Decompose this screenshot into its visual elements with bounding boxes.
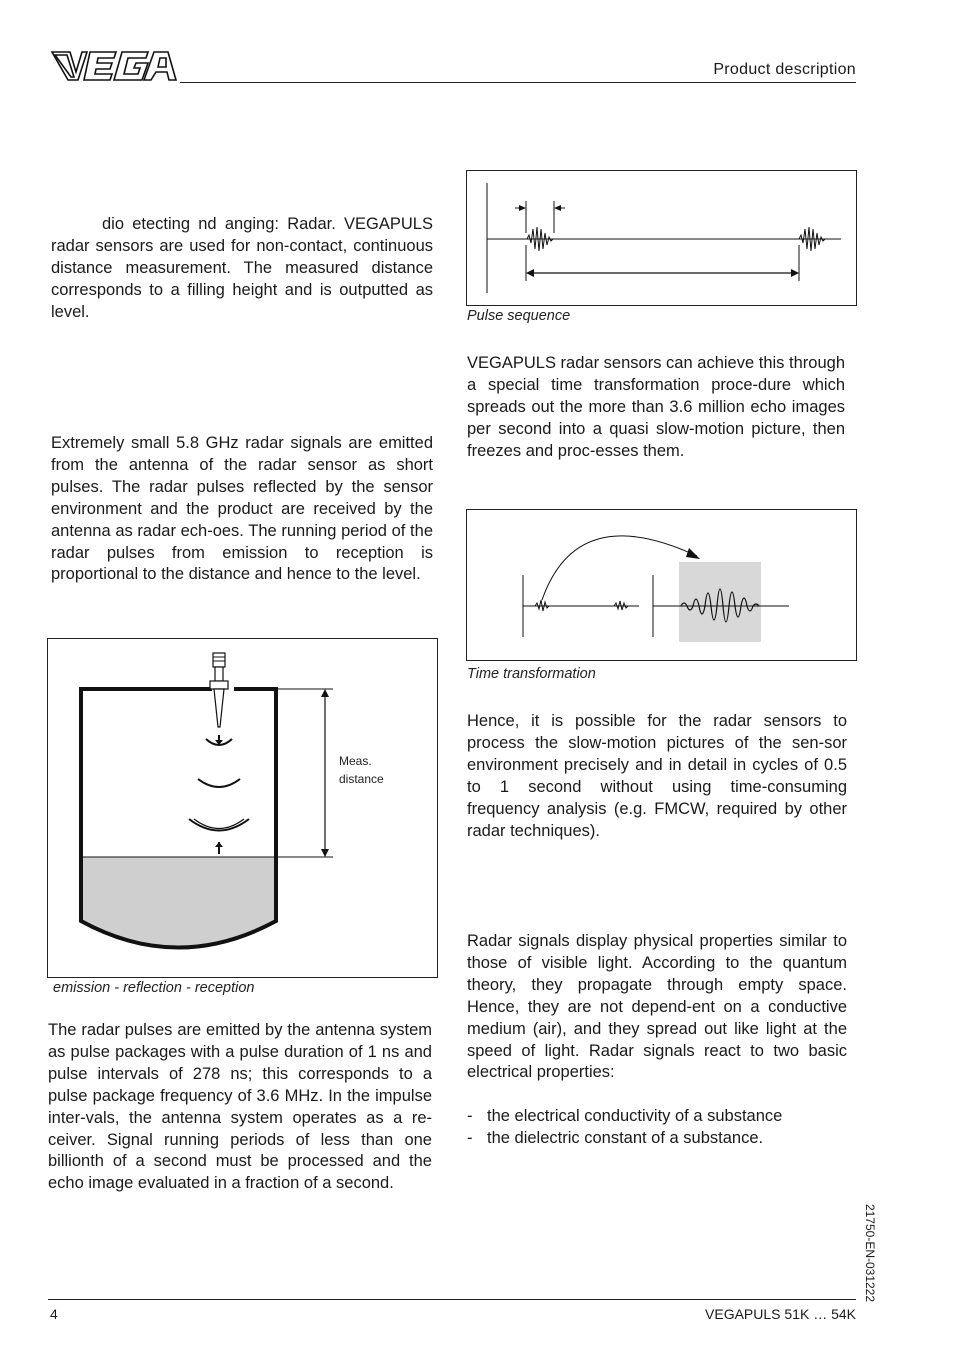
page-number: 4 [50,1306,58,1322]
document-code: 21750-EN-031222 [863,1203,877,1303]
list-item: - the dielectric constant of a substance. [467,1128,764,1147]
time-transformation-paragraph: VEGAPULS radar sensors can achieve this through a special time transformation proce-dure which spreads out the more than 3.6 million echo images per second into a quasi slow-motion picture, then freezes and proc-esses them. [467,354,845,460]
figure-pulse-sequence [466,170,857,306]
intro-paragraph: dio etecting nd anging: Radar. VEGAPULS radar sensors are used for non-contact, continuous distance measurement. The measured distance corresponds to a filling height and is outputted as level. [51,215,433,321]
figure2-caption: Pulse sequence [467,308,571,324]
slow-motion-paragraph: Hence, it is possible for the radar sensors to process the slow-motion pictures of the sen-sor environment precisely and in detail in cycles of 0.5 to 1 second without using time-consuming frequency analysis (e.g. FMCW, required by other radar techniques). [467,712,847,840]
figure3-caption: Time transformation [467,666,596,682]
meas-distance-label: Meas. distance [339,754,384,786]
figure-time-transformation [466,509,857,661]
section-title: Product description [713,61,856,78]
pulse-paragraph: The radar pulses are emitted by the antenna system as pulse packages with a pulse duration of 1 ns and pulse intervals of 278 ns; this corresponds to a pulse package frequency of 3.6 MHz. In the impulse inter-vals, the antenna system operates as a re-ceiver. Signal running periods of less than one billionth of a second must be processed and the echo image evaluated in a fraction of a second. [48,1021,432,1193]
emission-paragraph: Extremely small 5.8 GHz radar signals are emitted from the antenna of the radar sensor as short pulses. The radar pulses reflected by the sensor environment and the product are received by the antenna as radar ech-oes. The running period of the radar pulses from emission to reception is proportional to the distance and hence to the level. [51,434,433,584]
figure1-caption: emission - reflection - reception [53,980,255,996]
properties-list [467,1106,847,1150]
list-item: - the electrical conductivity of a substance [467,1107,783,1125]
physical-properties-paragraph: Radar signals display physical properties similar to those of visible light. According to the quantum theory, they propagate through empty space. Hence, they are not depend-ent on a conductive medium (air), and they spread out like light at the speed of light. Radar signals react to two basic electrical properties: [467,932,847,1082]
footer-rule [48,1299,856,1300]
vega-logo [50,48,178,84]
product-name: VEGAPULS 51K … 54K [705,1306,856,1322]
figure-emission-reflection [47,638,438,978]
header-rule [180,82,856,83]
